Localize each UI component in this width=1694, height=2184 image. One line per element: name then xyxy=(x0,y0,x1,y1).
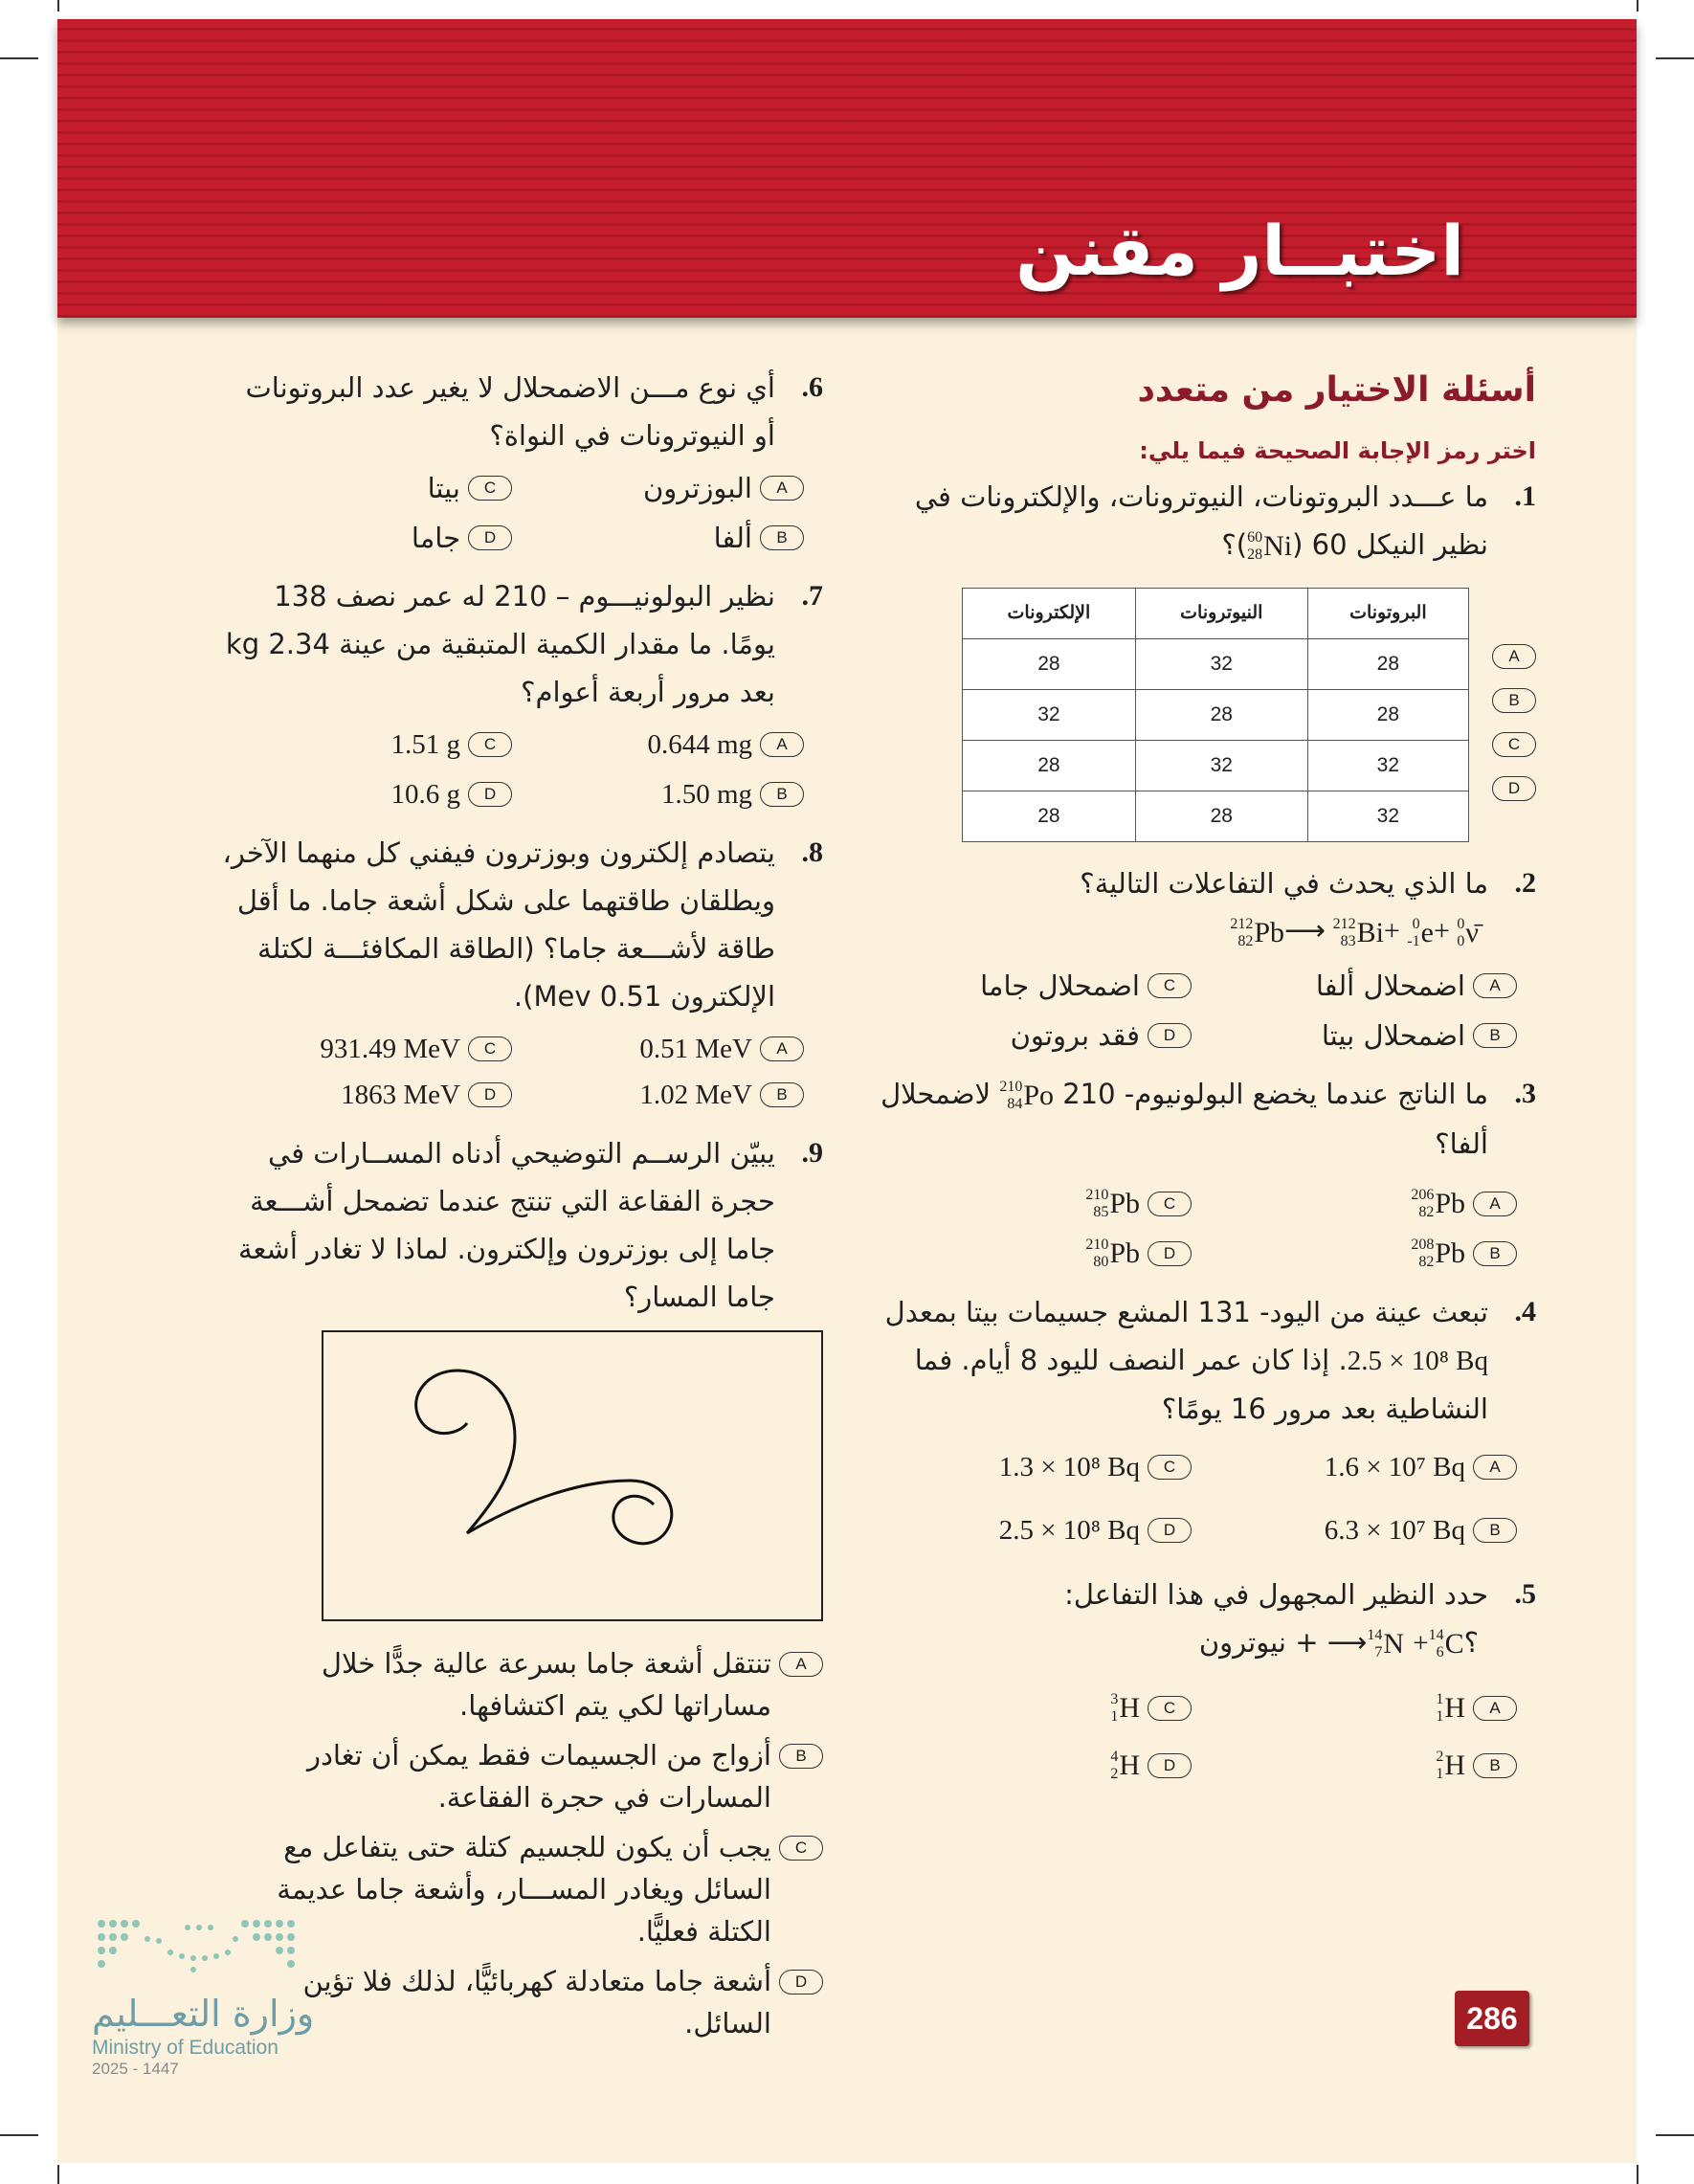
option-a[interactable]: A 0.51 MeV xyxy=(512,1028,804,1070)
question-number: 7. xyxy=(801,580,823,612)
option-c[interactable]: C يجب أن يكون للجسيم كتلة حتى يتفاعل مع السائل ويغادر المســـار، وأشعة جاما عديمة الكتلة فعليًّا. xyxy=(220,1826,823,1952)
option-a-badge[interactable]: A xyxy=(1492,644,1536,669)
header-banner xyxy=(57,19,1637,318)
crop-mark xyxy=(57,2165,59,2184)
option-badge[interactable]: B xyxy=(1473,1753,1517,1778)
table-cell: 32 xyxy=(1307,791,1468,842)
crop-mark xyxy=(1637,2165,1638,2184)
question-6 xyxy=(220,364,823,459)
option-a[interactable]: A 0.644 mg xyxy=(512,724,804,766)
table-cell: 28 xyxy=(963,639,1136,690)
option-a[interactable]: A تنتقل أشعة جاما بسرعة عالية جدًّا خلال مساراتها لكي يتم اكتشافها. xyxy=(220,1642,823,1727)
crop-mark xyxy=(0,2134,38,2136)
option-b[interactable]: B 208 82 Pb xyxy=(1192,1233,1517,1275)
nucleon-table xyxy=(962,588,1469,842)
option-badge[interactable]: C xyxy=(1148,1696,1192,1721)
question-4: 4. تبعث عينة من اليود- 131 المشع جسيمات بيتا بمعدل 2.5 × 10⁸ Bq. إذا كان عمر النصف لليود 8 أيام. فما النشاطية بعد مرور 16 يومًا؟ xyxy=(866,1288,1536,1433)
option-b-badge[interactable]: B xyxy=(1492,688,1536,713)
table-cell: 32 xyxy=(1307,741,1468,791)
question-text-tail: )؟ xyxy=(1221,528,1248,561)
ministry-name-en: Ministry of Education xyxy=(92,2037,279,2059)
option-d[interactable]: D فقد بروتون xyxy=(866,1014,1192,1057)
table-cell: 32 xyxy=(1135,639,1307,690)
option-badge[interactable]: B xyxy=(1473,1241,1517,1266)
option-badge[interactable]: A xyxy=(760,1036,804,1061)
option-a[interactable]: A اضمحلال ألفا xyxy=(1192,965,1517,1007)
option-badge[interactable]: A xyxy=(779,1652,823,1677)
option-c[interactable]: C 931.49 MeV xyxy=(220,1028,512,1070)
table-row[interactable] xyxy=(963,741,1469,791)
question-8 xyxy=(220,829,823,1020)
option-d[interactable]: D 10.6 g xyxy=(220,773,512,815)
question-text: ما الذي يحدث في التفاعلات التالية؟ xyxy=(1080,867,1488,900)
option-a[interactable]: A 1 1 H xyxy=(1192,1687,1517,1729)
table-cell: 32 xyxy=(963,690,1136,741)
option-badge[interactable]: D xyxy=(779,1970,823,1995)
option-a[interactable]: A 1.6 × 10⁷ Bq xyxy=(1192,1446,1517,1488)
table-row-keys xyxy=(1492,632,1536,808)
option-badge[interactable]: D xyxy=(1148,1241,1192,1266)
option-badge[interactable]: D xyxy=(1148,1753,1192,1778)
option-badge[interactable]: A xyxy=(760,476,804,501)
question-5 xyxy=(866,1571,1536,1668)
options-q4 xyxy=(866,1446,1536,1551)
column-header: الإلكترونات xyxy=(963,589,1136,639)
option-badge[interactable]: C xyxy=(1148,1455,1192,1480)
section-title: أسئلة الاختيار من متعدد xyxy=(1137,370,1536,410)
decay-equation: 212 82 Pb ⟶ 212 83 Bi + 0 -1 e + 0 0 ν̄ xyxy=(1230,915,1479,950)
option-badge[interactable]: D xyxy=(1148,1518,1192,1543)
option-badge[interactable]: B xyxy=(1473,1023,1517,1048)
bubble-chamber-tracks xyxy=(323,1332,821,1619)
question-7 xyxy=(220,572,823,716)
positron-track xyxy=(416,1371,515,1533)
nucleon-table-wrap xyxy=(866,588,1536,842)
option-c[interactable]: C اضمحلال جاما xyxy=(866,965,1192,1007)
bubble-chamber-figure xyxy=(322,1330,823,1621)
option-badge[interactable]: D xyxy=(468,782,512,807)
options-q8 xyxy=(220,1028,823,1116)
crop-mark xyxy=(1656,57,1694,59)
right-column xyxy=(866,364,1536,1800)
table-header-row xyxy=(963,589,1469,639)
question-3: 3. ما الناتج عندما يخضع البولونيوم- 210 210 84 Po لاضمحلال ألفا؟ xyxy=(866,1070,1536,1168)
option-b[interactable]: B 2 1 H xyxy=(1192,1745,1517,1787)
option-c-badge[interactable]: C xyxy=(1492,732,1536,757)
option-badge[interactable]: D xyxy=(468,1082,512,1107)
question-number: 3. xyxy=(1514,1078,1536,1110)
option-c[interactable]: C 3 1 H xyxy=(866,1687,1192,1729)
question-number: 1. xyxy=(1514,480,1536,512)
instruction-text: اختر رمز الإجابة الصحيحة فيما يلي: xyxy=(1139,437,1536,464)
option-d[interactable]: D 4 2 H xyxy=(866,1745,1192,1787)
table-cell: 28 xyxy=(963,741,1136,791)
nuclear-equation: ؟ 14 6 C + 14 7 N ⟶ + نيوترون xyxy=(1198,1626,1479,1661)
crop-mark xyxy=(1656,2134,1694,2136)
table-cell: 28 xyxy=(1135,690,1307,741)
question-text: تبعث عينة من اليود- 131 المشع جسيمات بيتا بمعدل xyxy=(884,1296,1488,1329)
option-b[interactable]: B اضمحلال بيتا xyxy=(1192,1014,1517,1057)
table-cell: 32 xyxy=(1135,741,1307,791)
options-q5 xyxy=(866,1687,1536,1787)
option-badge[interactable]: C xyxy=(1148,973,1192,998)
ministry-name-ar: وزارة التعـــليم xyxy=(92,1993,315,2035)
option-badge[interactable]: C xyxy=(779,1836,823,1861)
option-badge[interactable]: B xyxy=(779,1744,823,1769)
table-cell: 28 xyxy=(1307,639,1468,690)
question-text: حدد النظير المجهول في هذا التفاعل: xyxy=(1064,1578,1488,1612)
option-badge[interactable]: A xyxy=(1473,973,1517,998)
option-badge[interactable]: C xyxy=(468,732,512,757)
column-header: النيوترونات xyxy=(1135,589,1307,639)
crop-mark xyxy=(1637,0,1638,11)
option-badge[interactable]: C xyxy=(468,476,512,501)
option-c[interactable]: C 1.51 g xyxy=(220,724,512,766)
table-cell: 28 xyxy=(1307,690,1468,741)
options-q6 xyxy=(220,467,823,559)
ministry-logo xyxy=(92,1914,322,2096)
option-badge[interactable]: B xyxy=(760,782,804,807)
activity-rate: 2.5 × 10⁸ Bq xyxy=(1347,1346,1488,1377)
option-badge[interactable]: D xyxy=(468,525,512,550)
isotope-ni60: 60 28 Ni xyxy=(1247,529,1293,563)
question-number: 5. xyxy=(1514,1578,1536,1611)
question-text: نظير البولونيـــوم – 210 له عمر نصف 138 يومًا. ما مقدار الكمية المتبقية من عينة 2.34 kg بعد مرور أربعة أعوام؟ xyxy=(225,580,775,708)
question-text: ما عـــدد البروتونات، النيوترونات، والإلكترونات في نظير النيكل 60 ( xyxy=(914,480,1488,561)
question-text: ما الناتج عندما يخضع البولونيوم- 210 xyxy=(1054,1078,1488,1111)
table-row[interactable] xyxy=(963,791,1469,842)
left-column xyxy=(220,364,823,2052)
isotope-po210: 210 84 Po xyxy=(999,1079,1054,1113)
options-q3 xyxy=(866,1183,1536,1275)
table-cell: 28 xyxy=(963,791,1136,842)
table-cell: 28 xyxy=(1135,791,1307,842)
option-a[interactable]: A البوزترون xyxy=(512,467,804,509)
question-number: 9. xyxy=(801,1137,823,1169)
ministry-year: 2025 - 1447 xyxy=(92,2060,179,2078)
option-badge[interactable]: A xyxy=(1473,1455,1517,1480)
question-number: 4. xyxy=(1514,1296,1536,1328)
option-c[interactable]: C 210 85 Pb xyxy=(866,1183,1192,1225)
page-title: اختبــار مقنن xyxy=(1015,211,1464,291)
option-b[interactable]: B ألفا xyxy=(512,517,804,559)
option-badge[interactable]: C xyxy=(468,1036,512,1061)
option-badge[interactable]: D xyxy=(1148,1023,1192,1048)
option-badge[interactable]: B xyxy=(760,1082,804,1107)
option-d-badge[interactable]: D xyxy=(1492,776,1536,801)
crop-mark xyxy=(0,57,38,59)
question-1 xyxy=(866,473,1536,570)
option-d[interactable]: D جاما xyxy=(220,517,512,559)
option-d[interactable]: D أشعة جاما متعادلة كهربائيًّا، لذلك فلا تؤين السائل. xyxy=(220,1960,823,2044)
crop-mark xyxy=(57,0,59,11)
option-b[interactable]: B أزواج من الجسيمات فقط يمكن أن تغادر المسارات في حجرة الفقاعة. xyxy=(220,1734,823,1818)
column-header: البروتونات xyxy=(1307,589,1468,639)
option-c[interactable]: C بيتا xyxy=(220,467,512,509)
option-badge[interactable]: A xyxy=(1473,1696,1517,1721)
options-q2 xyxy=(866,965,1536,1057)
option-b[interactable]: B 6.3 × 10⁷ Bq xyxy=(1192,1509,1517,1551)
question-9 xyxy=(220,1129,823,1321)
table-row[interactable] xyxy=(963,639,1469,690)
option-badge[interactable]: C xyxy=(1148,1192,1192,1216)
question-text: يتصادم إلكترون وبوزترون فيفني كل منهما الآخر، ويطلقان طاقتهما على شكل أشعة جاما. ما أقل طاقة لأشـــعة جاما؟ (الطاقة المكافئـــة لكتلة الإلكترون 0.51 Mev). xyxy=(222,836,775,1013)
option-badge[interactable]: B xyxy=(1473,1518,1517,1543)
option-c[interactable]: C 1.3 × 10⁸ Bq xyxy=(866,1446,1192,1488)
option-d[interactable]: D 2.5 × 10⁸ Bq xyxy=(866,1509,1192,1551)
option-b[interactable]: B 1.50 mg xyxy=(512,773,804,815)
question-text: أي نوع مـــن الاضمحلال لا يغير عدد البروتونات أو النيوترونات في النواة؟ xyxy=(245,371,775,452)
option-badge[interactable]: A xyxy=(760,732,804,757)
options-q7 xyxy=(220,724,823,815)
ministry-dots-icon xyxy=(92,1914,302,1981)
option-badge[interactable]: A xyxy=(1473,1192,1517,1216)
option-d[interactable]: D 210 80 Pb xyxy=(866,1233,1192,1275)
option-a[interactable]: A 206 82 Pb xyxy=(1192,1183,1517,1225)
question-number: 6. xyxy=(801,371,823,403)
page-number: 286 xyxy=(1455,1991,1529,2046)
option-b[interactable]: B 1.02 MeV xyxy=(512,1074,804,1116)
question-text: يبيّن الرســم التوضيحي أدناه المســارات في حجرة الفقاعة التي تنتج عندما تضمحل أشـــعة جاما إلى بوزترون وإلكترون. لماذا لا تغادر أشعة جاما المسار؟ xyxy=(238,1137,775,1313)
question-number: 2. xyxy=(1514,867,1536,899)
question-2 xyxy=(866,859,1536,957)
table-row[interactable] xyxy=(963,690,1469,741)
option-badge[interactable]: B xyxy=(760,525,804,550)
question-number: 8. xyxy=(801,836,823,868)
option-d[interactable]: D 1863 MeV xyxy=(220,1074,512,1116)
